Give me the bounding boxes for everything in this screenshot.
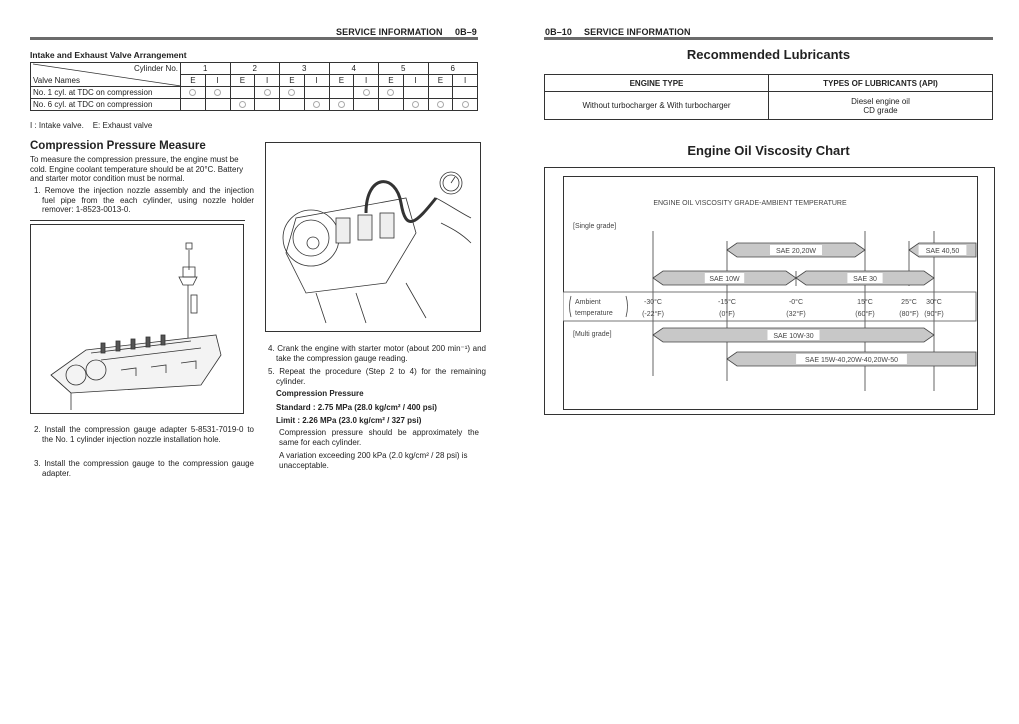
- diagonal-line: [31, 63, 181, 87]
- valve-names-header: Valve Names: [31, 75, 181, 87]
- circle-mark-icon: [363, 89, 370, 96]
- valve-label: I: [205, 75, 230, 87]
- left-header-rule: [30, 37, 478, 40]
- cylinder-5: 5: [379, 63, 429, 75]
- valve-mark-cell: [379, 99, 404, 111]
- circle-mark-icon: [338, 101, 345, 108]
- axis-label-line1: Ambient: [575, 299, 601, 306]
- left-header-page: 0B–9: [455, 27, 477, 37]
- valve-label: I: [304, 75, 329, 87]
- col-engine-type: ENGINE TYPE: [545, 75, 769, 92]
- cylinder-6: 6: [428, 63, 478, 75]
- valve-mark-cell: [428, 99, 453, 111]
- right-header-section: SERVICE INFORMATION: [584, 27, 691, 37]
- circle-mark-icon: [313, 101, 320, 108]
- tick-label-fahrenheit: (60°F): [855, 311, 875, 318]
- lubricants-table: [544, 74, 993, 120]
- valve-label: E: [428, 75, 453, 87]
- valve-mark-cell: [205, 99, 230, 111]
- circle-mark-icon: [214, 89, 221, 96]
- note-variation: A variation exceeding 200 kPa (2.0 kg/cm² / 28 psi) is unacceptable.: [279, 451, 468, 470]
- range-bar-label: SAE 10W-30: [773, 333, 814, 340]
- cylinder-3: 3: [280, 63, 330, 75]
- valve-mark-cell: [230, 99, 255, 111]
- cylinder-4: 4: [329, 63, 379, 75]
- compression-gauge-illustration: [266, 143, 480, 331]
- valve-mark-cell: [205, 87, 230, 99]
- step-5: 5. Repeat the procedure (Step 2 to 4) for the remaining cylinder.: [268, 367, 486, 386]
- compression-gauge-figure: [265, 142, 481, 332]
- compression-intro: To measure the compression pressure, the engine must be cold. Engine coolant temperature should be at 20°C. Battery and starter motor condition must be normal.: [30, 155, 244, 183]
- range-bar-label: SAE 30: [853, 276, 877, 283]
- step-1: 1. Remove the injection nozzle assembly and the injection fuel pipe from the each cylinder, using nozzle holder remover: 1-8523-0013-0.: [34, 186, 254, 214]
- cylinder-1: 1: [181, 63, 231, 75]
- tick-label-fahrenheit: (0°F): [719, 311, 735, 318]
- lubricant-line-2: CD grade: [863, 105, 898, 115]
- valve-mark-cell: [354, 87, 379, 99]
- range-bar-label: SAE 15W-40,20W-40,20W-50: [805, 357, 898, 364]
- row-label: No. 1 cyl. at TDC on compression: [31, 87, 181, 99]
- valve-mark-cell: [304, 99, 329, 111]
- valve-label: E: [181, 75, 206, 87]
- valve-mark-cell: [230, 87, 255, 99]
- range-bar-label: SAE 20,20W: [775, 248, 817, 255]
- circle-mark-icon: [288, 89, 295, 96]
- valve-mark-cell: [403, 87, 428, 99]
- valve-mark-cell: [181, 87, 206, 99]
- valve-label: E: [280, 75, 305, 87]
- valve-mark-cell: [329, 87, 354, 99]
- tick-label-celsius: 15°C: [857, 299, 873, 306]
- tick-label-celsius: -0°C: [788, 299, 804, 306]
- tick-label-fahrenheit: (32°F): [786, 311, 806, 318]
- valve-label: I: [453, 75, 478, 87]
- circle-mark-icon: [437, 101, 444, 108]
- note-same: Compression pressure should be approximately the same for each cylinder.: [279, 428, 479, 447]
- valve-mark-cell: [453, 87, 478, 99]
- axis-label-line2: temperature: [575, 310, 613, 317]
- valve-label: I: [255, 75, 280, 87]
- valve-mark-cell: [280, 87, 305, 99]
- circle-mark-icon: [189, 89, 196, 96]
- left-header-section: SERVICE INFORMATION: [336, 27, 443, 37]
- cylinder-header-cell: [31, 63, 181, 75]
- right-header-page: 0B–10: [545, 27, 573, 37]
- range-bar-label: SAE 10W: [709, 276, 740, 283]
- tick-label-celsius: 25°C: [901, 299, 917, 306]
- viscosity-title: Engine Oil Viscosity Chart: [687, 143, 850, 158]
- lubricant-line-1: Diesel engine oil: [851, 96, 910, 106]
- multi-grade-label: [Multi grade]: [573, 331, 612, 338]
- right-header-rule: [544, 37, 993, 40]
- lubricants-title: Recommended Lubricants: [686, 47, 851, 62]
- cylinder-head-figure: [30, 224, 244, 414]
- valve-label: I: [403, 75, 428, 87]
- valve-arrangement-table: [30, 62, 478, 111]
- tick-label-celsius: -15°C: [718, 299, 736, 306]
- divider: [30, 220, 245, 221]
- compression-title: Compression Pressure Measure: [30, 140, 206, 152]
- valve-mark-cell: [304, 87, 329, 99]
- step-4: 4. Crank the engine with starter motor (about 200 min⁻¹) and take the compression gauge reading.: [268, 344, 486, 363]
- circle-mark-icon: [412, 101, 419, 108]
- valve-mark-cell: [453, 99, 478, 111]
- circle-mark-icon: [387, 89, 394, 96]
- circle-mark-icon: [239, 101, 246, 108]
- valve-mark-cell: [403, 99, 428, 111]
- spec-limit: Limit : 2.26 MPa (23.0 kg/cm² / 327 psi): [276, 416, 422, 425]
- spec-standard: Standard : 2.75 MPa (28.0 kg/cm² / 400 psi): [276, 403, 437, 412]
- valve-label: I: [354, 75, 379, 87]
- valve-mark-cell: [329, 99, 354, 111]
- valve-mark-cell: [255, 87, 280, 99]
- valve-label: E: [379, 75, 404, 87]
- spec-title: Compression Pressure: [276, 389, 364, 398]
- valve-mark-cell: [255, 99, 280, 111]
- valve-label: E: [329, 75, 354, 87]
- step-2: 2. Install the compression gauge adapter 5-8531-7019-0 to the No. 1 cylinder injection nozzle installation hole.: [34, 425, 254, 444]
- tick-label-celsius: 30°C: [926, 299, 942, 306]
- tick-label-fahrenheit: (-22°F): [642, 311, 664, 318]
- engine-type-cell: Without turbocharger & With turbocharger: [545, 92, 769, 120]
- valve-mark-cell: [354, 99, 379, 111]
- cylinder-header: Cylinder No.: [133, 64, 178, 74]
- valve-mark-cell: [379, 87, 404, 99]
- range-bar-label: SAE 40,50: [925, 248, 960, 255]
- tick-label-fahrenheit: (90°F): [924, 311, 944, 318]
- valve-label: E: [230, 75, 255, 87]
- step-3: 3. Install the compression gauge to the compression gauge adapter.: [34, 459, 254, 478]
- valve-mark-cell: [428, 87, 453, 99]
- single-grade-label: [Single grade]: [573, 223, 617, 230]
- viscosity-chart: [563, 176, 978, 410]
- valve-mark-cell: [181, 99, 206, 111]
- cylinder-2: 2: [230, 63, 280, 75]
- circle-mark-icon: [264, 89, 271, 96]
- valve-legend: I : Intake valve. E: Exhaust valve: [30, 121, 153, 130]
- tick-label-fahrenheit: (80°F): [899, 311, 919, 318]
- row-label: No. 6 cyl. at TDC on compression: [31, 99, 181, 111]
- lubricant-cell: [769, 92, 993, 120]
- valve-mark-cell: [280, 99, 305, 111]
- circle-mark-icon: [462, 101, 469, 108]
- tick-label-celsius: -30°C: [644, 299, 662, 306]
- cylinder-head-illustration: [31, 225, 243, 413]
- col-lubricant-types: TYPES OF LUBRICANTS (API): [769, 75, 993, 92]
- chart-title: ENGINE OIL VISCOSITY GRADE-AMBIENT TEMPERATURE: [653, 200, 847, 207]
- valve-table-title: Intake and Exhaust Valve Arrangement: [30, 50, 187, 60]
